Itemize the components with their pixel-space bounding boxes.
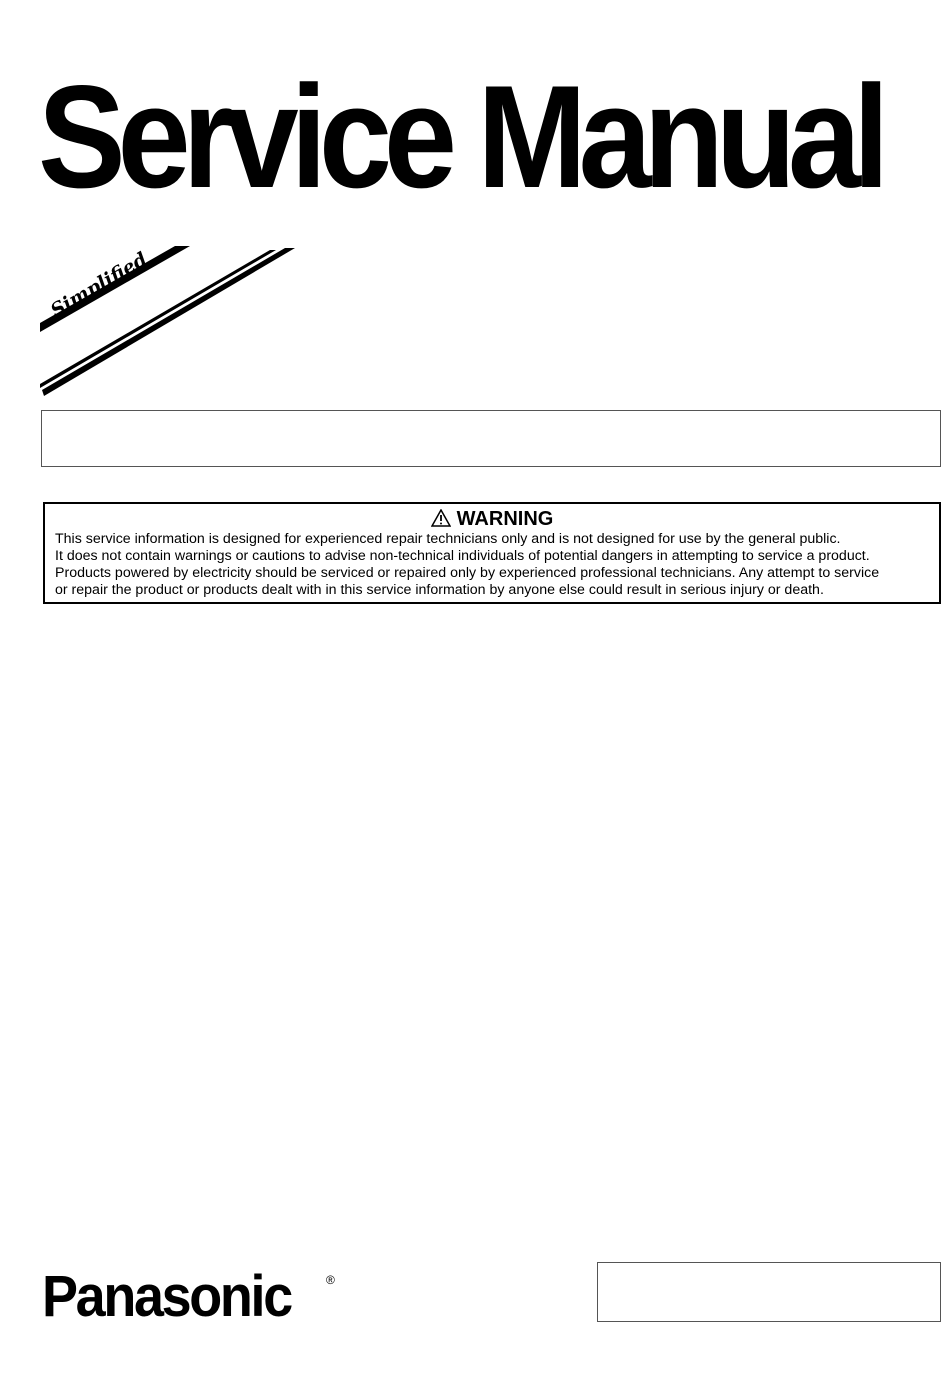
simplified-label: Simplified [46, 248, 152, 322]
order-number-box [597, 1262, 941, 1322]
warning-box [43, 502, 941, 604]
panasonic-logo: Panasonic [42, 1264, 291, 1329]
badge-stripe-lower [42, 248, 295, 396]
badge-stripe-shadow [40, 250, 276, 388]
warning-line-2: It does not contain warnings or cautions to advise non-technical individuals of potential dangers in attempting to service a product. [55, 548, 870, 564]
simplified-badge [40, 246, 302, 400]
warning-line-4: or repair the product or products dealt with in this service information by anyone else could result in serious injury or death. [55, 582, 824, 598]
model-number-box [41, 410, 941, 467]
warning-heading-text: WARNING [456, 508, 554, 530]
warning-line-1: This service information is designed for experienced repair technicians only and is not designed for use by the general public. [55, 531, 841, 547]
warning-heading [55, 507, 929, 531]
warning-line-3: Products powered by electricity should be serviced or repaired only by experienced professional technicians. Any attempt to service [55, 565, 880, 581]
page-title: Service Manual [38, 55, 882, 218]
registered-trademark: ® [326, 1273, 335, 1287]
warning-triangle-icon [431, 509, 451, 527]
